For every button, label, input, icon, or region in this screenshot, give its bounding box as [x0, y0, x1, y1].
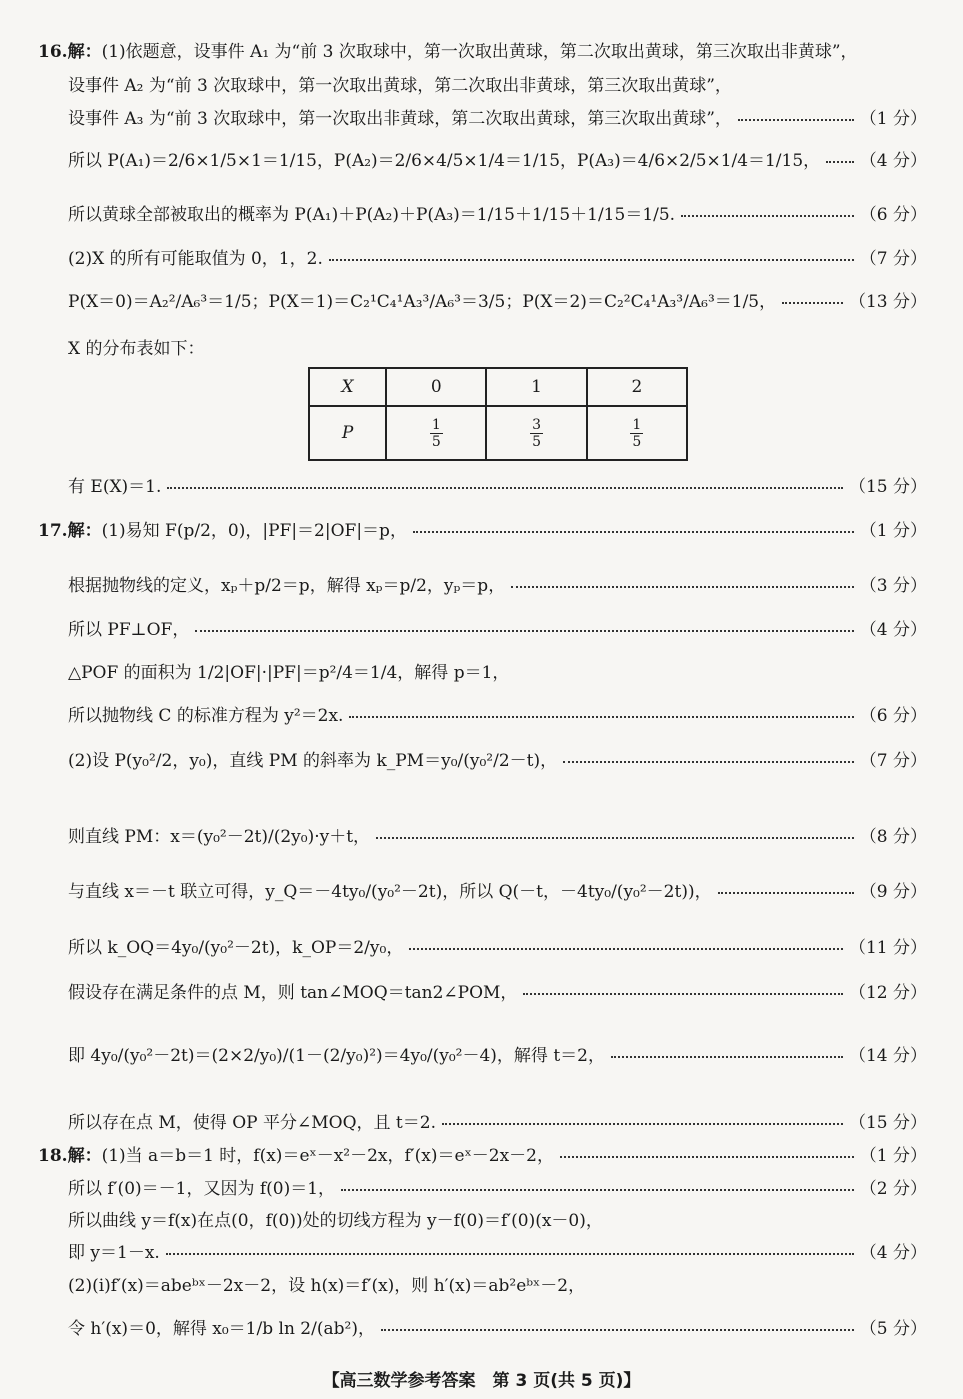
answer-line — [68, 1038, 927, 1068]
answer-line — [68, 469, 927, 499]
dot-leader — [341, 1189, 854, 1191]
line-body: 即 y＝1－x. — [68, 1242, 160, 1263]
dot-leader — [329, 259, 854, 261]
line-body: (2)(i)f′(x)＝abeᵇˣ－2x－2，设 h(x)＝f′(x)，则 h′(x)＝ab²eᵇˣ－2， — [68, 1275, 586, 1296]
fraction-den: 5 — [532, 433, 542, 450]
fraction-den: 5 — [431, 433, 441, 450]
table-header-value-0: 0 — [386, 368, 486, 406]
answer-line — [68, 1171, 927, 1201]
line-body: X 的分布表如下： — [68, 338, 205, 359]
line-text — [38, 516, 407, 541]
answer-line — [68, 143, 927, 173]
page-footer: 【高三数学参考答案 第 3 页(共 5 页)】 — [322, 1371, 641, 1391]
table-header-value-1: 1 — [486, 368, 586, 406]
dot-leader — [611, 1056, 843, 1058]
dot-leader — [523, 993, 843, 995]
line-body: (1)易知 F(p/2，0)，|PF|＝2|OF|＝p， — [101, 520, 407, 541]
fraction — [530, 417, 543, 450]
line-text — [38, 1141, 554, 1166]
answer-line — [68, 975, 927, 1005]
line-body: 所以 f′(0)＝－1，又因为 f(0)＝1， — [68, 1178, 336, 1199]
dot-leader — [166, 1253, 854, 1255]
score-mark: （12 分） — [848, 982, 927, 1003]
question-number: 18. — [38, 1145, 68, 1166]
score-mark: （1 分） — [859, 520, 927, 541]
line-text — [68, 1108, 436, 1133]
score-mark: （7 分） — [859, 248, 927, 269]
line-text — [68, 1238, 160, 1263]
dot-leader — [167, 487, 843, 489]
answer-line — [68, 698, 927, 728]
line-body: 所以 PF⊥OF， — [68, 619, 190, 640]
fraction-num: 1 — [632, 416, 642, 433]
score-mark: （3 分） — [859, 575, 927, 596]
question-start-line — [38, 513, 927, 543]
score-mark: （11 分） — [848, 937, 927, 958]
score-mark: （4 分） — [859, 1242, 927, 1263]
line-text — [38, 37, 858, 62]
line-body: 设事件 A₃ 为“前 3 次取球中，第一次取出非黄球，第二次取出黄球，第三次取出黄球”， — [68, 108, 732, 129]
answer-line — [68, 241, 927, 271]
line-text — [68, 658, 509, 683]
table-probability-row — [309, 406, 687, 460]
fraction — [630, 417, 643, 450]
score-mark: （15 分） — [848, 1112, 927, 1133]
dot-leader — [442, 1123, 843, 1125]
dot-leader — [826, 161, 854, 163]
dot-leader — [563, 761, 854, 763]
score-mark: （4 分） — [859, 150, 927, 171]
score-mark: （1 分） — [859, 108, 927, 129]
line-body: 则直线 PM：x＝(y₀²－2t)/(2y₀)·y＋t， — [68, 826, 371, 847]
answer-line — [68, 1268, 927, 1298]
line-text — [68, 746, 557, 771]
answer-line — [68, 1203, 927, 1233]
score-mark: （4 分） — [859, 619, 927, 640]
answer-line — [68, 612, 927, 642]
line-body: 所以曲线 y＝f(x)在点(0，f(0))处的切线方程为 y－f(0)＝f′(0)(x－0)， — [68, 1210, 603, 1231]
score-mark: （6 分） — [859, 204, 927, 225]
score-mark: （15 分） — [848, 476, 927, 497]
line-body: (2)X 的所有可能取值为 0，1，2. — [68, 248, 323, 269]
line-body: 所以抛物线 C 的标准方程为 y²＝2x. — [68, 705, 344, 726]
dot-leader — [349, 716, 853, 718]
line-body: 即 4y₀/(y₀²－2t)＝(2×2/y₀)/(1－(2/y₀)²)＝4y₀/(y₀²－4)，解得 t＝2， — [68, 1045, 605, 1066]
line-text — [68, 615, 189, 640]
table-row-label-p: P — [309, 406, 386, 460]
answer-line — [68, 101, 927, 131]
answer-line — [68, 1311, 927, 1341]
line-text — [68, 701, 343, 726]
line-body: (2)设 P(y₀²/2，y₀)，直线 PM 的斜率为 k_PM＝y₀/(y₀²/2－t)， — [68, 750, 558, 771]
dot-leader — [560, 1156, 854, 1158]
line-body: 令 h′(x)＝0，解得 x₀＝1/b ln 2/(ab²)， — [68, 1318, 375, 1339]
table-header-x: X — [309, 368, 386, 406]
line-body: (1)依题意，设事件 A₁ 为“前 3 次取球中，第一次取出黄球，第二次取出黄球，第三次取出非黄球”， — [101, 41, 858, 62]
answer-line — [68, 197, 927, 227]
line-body: 所以黄球全部被取出的概率为 P(A₁)＋P(A₂)＋P(A₃)＝1/15＋1/15＋1/15＝1/5. — [68, 204, 676, 225]
line-body: 所以 k_OQ＝4y₀/(y₀²－2t)，k_OP＝2/y₀， — [68, 937, 404, 958]
fraction-num: 3 — [532, 416, 542, 433]
dot-leader — [413, 531, 854, 533]
line-text — [68, 877, 712, 902]
score-mark: （6 分） — [859, 705, 927, 726]
line-text — [68, 472, 161, 497]
dot-leader — [782, 302, 843, 304]
answer-line — [68, 819, 927, 849]
line-text — [68, 933, 403, 958]
answer-line — [68, 1235, 927, 1265]
score-mark: （5 分） — [859, 1318, 927, 1339]
line-body: 设事件 A₂ 为“前 3 次取球中，第一次取出黄球，第二次取出非黄球，第三次取出黄球”， — [68, 75, 732, 96]
dot-leader — [195, 630, 853, 632]
question-number: 16. — [38, 41, 68, 62]
answer-line — [68, 655, 927, 685]
score-mark: （14 分） — [848, 1045, 927, 1066]
answer-line — [68, 568, 927, 598]
line-text — [68, 1314, 375, 1339]
answer-line — [68, 743, 927, 773]
fraction-den: 5 — [632, 433, 642, 450]
answer-line — [68, 331, 927, 361]
line-text — [68, 571, 505, 596]
line-text — [68, 104, 732, 129]
score-mark: （7 分） — [859, 750, 927, 771]
answer-line — [68, 284, 927, 314]
answer-line — [68, 68, 927, 98]
line-text — [68, 71, 732, 96]
line-text — [68, 822, 370, 847]
distribution-table — [308, 367, 688, 461]
dot-leader — [738, 119, 854, 121]
answer-line — [68, 1105, 927, 1135]
answer-line — [68, 930, 927, 960]
table-cell-p2 — [587, 406, 687, 460]
solution-label: 解： — [67, 520, 102, 541]
dot-leader — [381, 1329, 854, 1331]
solution-label: 解： — [67, 1145, 102, 1166]
table-cell-p1 — [486, 406, 586, 460]
line-text — [68, 287, 776, 312]
question-start-line — [38, 1138, 927, 1168]
score-mark: （8 分） — [859, 826, 927, 847]
score-mark: （13 分） — [848, 291, 927, 312]
score-mark: （1 分） — [859, 1145, 927, 1166]
line-text — [68, 1174, 335, 1199]
line-body: △POF 的面积为 1/2|OF|·|PF|＝p²/4＝1/4，解得 p＝1， — [68, 662, 510, 683]
answer-line — [68, 874, 927, 904]
line-text — [68, 1041, 605, 1066]
line-text — [68, 1206, 603, 1231]
line-text — [68, 244, 323, 269]
dot-leader — [409, 948, 843, 950]
line-text — [68, 146, 820, 171]
dot-leader — [718, 892, 854, 894]
line-text — [68, 334, 205, 359]
line-body: 所以 P(A₁)＝2/6×1/5×1＝1/15，P(A₂)＝2/6×4/5×1/4＝1/15，P(A₃)＝4/6×2/5×1/4＝1/15， — [68, 150, 821, 171]
dot-leader — [681, 215, 854, 217]
fraction — [430, 417, 443, 450]
question-number: 17. — [38, 520, 68, 541]
table-header-value-2: 2 — [587, 368, 687, 406]
line-text — [68, 978, 517, 1003]
table-header-row — [309, 368, 687, 406]
dot-leader — [511, 586, 854, 588]
line-body: P(X＝0)＝A₂²/A₆³＝1/5；P(X＝1)＝C₂¹C₄¹A₃³/A₆³＝3/5；P(X＝2)＝C₂²C₄¹A₃³/A₆³＝1/5， — [68, 291, 777, 312]
dot-leader — [376, 837, 854, 839]
line-body: 所以存在点 M，使得 OP 平分∠MOQ，且 t＝2. — [68, 1112, 436, 1133]
score-mark: （2 分） — [859, 1178, 927, 1199]
score-mark: （9 分） — [859, 881, 927, 902]
line-text — [68, 200, 675, 225]
table-cell-p0 — [386, 406, 486, 460]
line-body: 根据抛物线的定义，xₚ＋p/2＝p，解得 xₚ＝p/2，yₚ＝p， — [68, 575, 506, 596]
line-body: (1)当 a＝b＝1 时，f(x)＝eˣ－x²－2x，f′(x)＝eˣ－2x－2， — [101, 1145, 555, 1166]
line-body: 与直线 x＝－t 联立可得，y_Q＝－4ty₀/(y₀²－2t)，所以 Q(－t，－4ty₀/(y₀²－2t))， — [68, 881, 712, 902]
fraction-num: 1 — [431, 416, 441, 433]
line-body: 假设存在满足条件的点 M，则 tan∠MOQ＝tan2∠POM， — [68, 982, 518, 1003]
line-body: 有 E(X)＝1. — [68, 476, 162, 497]
line-text — [68, 1271, 585, 1296]
solution-label: 解： — [67, 41, 102, 62]
question-start-line — [38, 34, 927, 64]
